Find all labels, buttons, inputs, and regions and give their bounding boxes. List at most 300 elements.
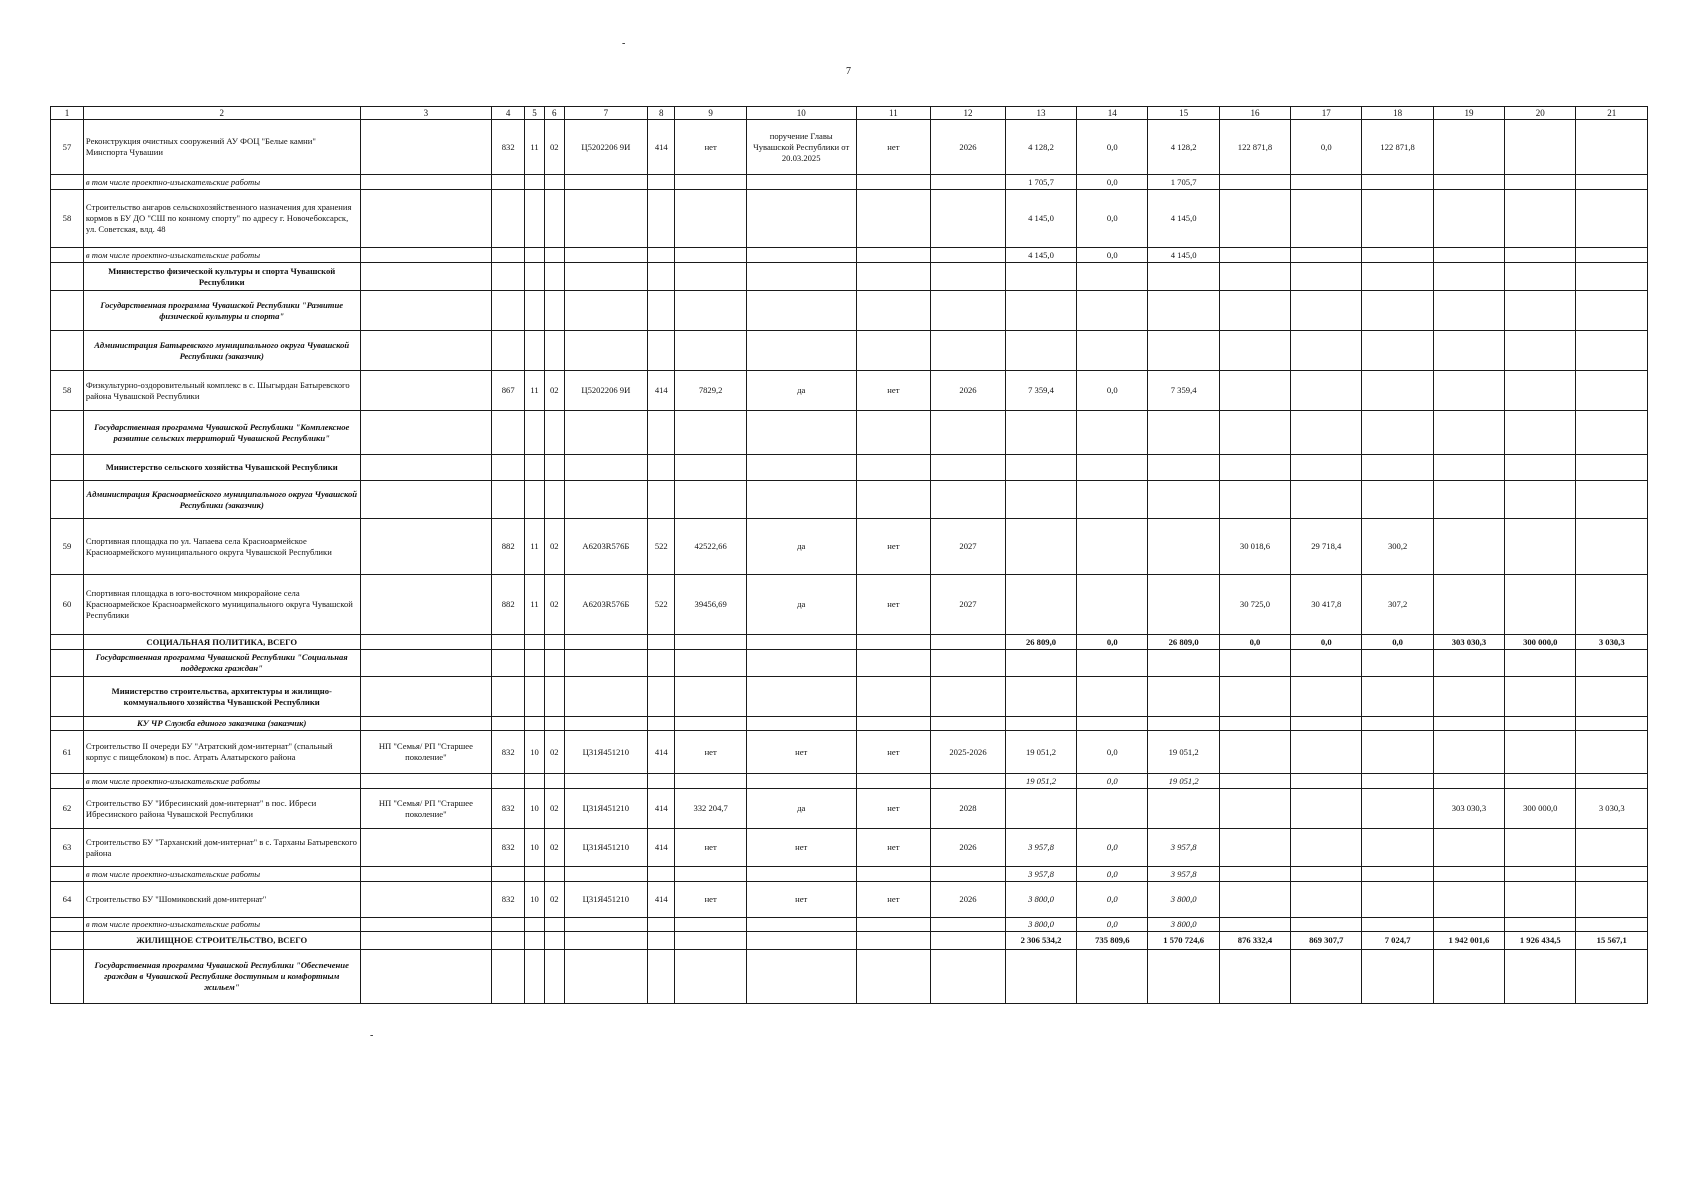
cell-col-13 <box>1005 717 1076 731</box>
cell-col-10: да <box>746 575 856 635</box>
cell-col-6: 02 <box>544 575 564 635</box>
cell-col-4 <box>492 331 525 371</box>
cell-col-15: 3 800,0 <box>1148 882 1219 918</box>
cell-col-18 <box>1362 481 1433 519</box>
cell-col-10 <box>746 291 856 331</box>
cell-col-13 <box>1005 789 1076 829</box>
cell-col-16 <box>1219 867 1290 882</box>
row-number <box>51 867 84 882</box>
cell-col-4: 832 <box>492 731 525 774</box>
cell-col-6 <box>544 918 564 932</box>
cell-col-5: 10 <box>525 829 545 867</box>
cell-col-6 <box>544 263 564 291</box>
cell-col-10 <box>746 774 856 789</box>
cell-col-12 <box>931 717 1006 731</box>
cell-col-19 <box>1433 455 1504 481</box>
row-number: 57 <box>51 120 84 175</box>
cell-col-18 <box>1362 918 1433 932</box>
column-number: 14 <box>1077 107 1148 120</box>
cell-col-15 <box>1148 331 1219 371</box>
row-number: 63 <box>51 829 84 867</box>
cell-col-9: 332 204,7 <box>675 789 746 829</box>
cell-col-11: нет <box>856 731 931 774</box>
cell-col-3 <box>360 411 492 455</box>
cell-col-4 <box>492 918 525 932</box>
cell-col-17 <box>1291 371 1362 411</box>
cell-col-14: 0,0 <box>1077 190 1148 248</box>
cell-col-14 <box>1077 481 1148 519</box>
program-heading: Администрация Батыревского муниципального округа Чувашской Республики (заказчик) <box>83 331 360 371</box>
cell-col-19 <box>1433 774 1504 789</box>
cell-col-6 <box>544 331 564 371</box>
cell-col-13: 26 809,0 <box>1005 635 1076 650</box>
cell-col-11: нет <box>856 882 931 918</box>
cell-col-12: 2028 <box>931 789 1006 829</box>
cell-col-21 <box>1576 263 1648 291</box>
cell-col-19 <box>1433 291 1504 331</box>
cell-col-11 <box>856 455 931 481</box>
cell-col-4 <box>492 481 525 519</box>
column-number: 13 <box>1005 107 1076 120</box>
cell-col-16 <box>1219 371 1290 411</box>
cell-col-15 <box>1148 291 1219 331</box>
cell-col-6: 02 <box>544 519 564 575</box>
cell-col-14: 0,0 <box>1077 774 1148 789</box>
cell-col-5 <box>525 175 545 190</box>
cell-col-5 <box>525 411 545 455</box>
cell-col-8: 414 <box>648 371 675 411</box>
cell-col-21: 15 567,1 <box>1576 932 1648 950</box>
cell-col-15 <box>1148 677 1219 717</box>
cell-col-14 <box>1077 717 1148 731</box>
cell-col-19 <box>1433 481 1504 519</box>
cell-col-17 <box>1291 190 1362 248</box>
cell-col-7 <box>564 331 647 371</box>
program-heading: Государственная программа Чувашской Республики "Обеспечение граждан в Чувашской Республике доступным и комфортным жильем" <box>83 950 360 1004</box>
cell-col-8: 414 <box>648 120 675 175</box>
cell-col-19 <box>1433 263 1504 291</box>
cell-col-18 <box>1362 950 1433 1004</box>
cell-col-3 <box>360 717 492 731</box>
row-number <box>51 175 84 190</box>
cell-col-19 <box>1433 731 1504 774</box>
cell-col-8 <box>648 190 675 248</box>
cell-col-9: нет <box>675 829 746 867</box>
cell-col-3 <box>360 263 492 291</box>
cell-col-16 <box>1219 248 1290 263</box>
cell-col-14 <box>1077 331 1148 371</box>
cell-col-9 <box>675 331 746 371</box>
cell-col-19: 1 942 001,6 <box>1433 932 1504 950</box>
cell-col-21 <box>1576 481 1648 519</box>
cell-col-9: 42522,66 <box>675 519 746 575</box>
cell-col-12 <box>931 774 1006 789</box>
cell-col-15: 19 051,2 <box>1148 731 1219 774</box>
cell-col-17 <box>1291 918 1362 932</box>
cell-col-4 <box>492 263 525 291</box>
cell-col-17 <box>1291 731 1362 774</box>
cell-col-5 <box>525 455 545 481</box>
column-number: 9 <box>675 107 746 120</box>
cell-col-3 <box>360 650 492 677</box>
cell-col-21: 3 030,3 <box>1576 635 1648 650</box>
cell-col-8: 414 <box>648 731 675 774</box>
cell-col-11 <box>856 918 931 932</box>
column-number: 12 <box>931 107 1006 120</box>
cell-col-5: 10 <box>525 731 545 774</box>
cell-col-3 <box>360 175 492 190</box>
cell-col-11 <box>856 481 931 519</box>
row-number <box>51 717 84 731</box>
cell-col-7 <box>564 175 647 190</box>
cell-col-11 <box>856 867 931 882</box>
cell-col-9 <box>675 248 746 263</box>
cell-col-14: 0,0 <box>1077 175 1148 190</box>
cell-col-10 <box>746 190 856 248</box>
cell-col-4 <box>492 950 525 1004</box>
cell-col-5 <box>525 248 545 263</box>
object-name: Строительство БУ "Шомиковский дом-интернат" <box>83 882 360 918</box>
row-number: 64 <box>51 882 84 918</box>
cell-col-20 <box>1505 248 1576 263</box>
cell-col-5 <box>525 481 545 519</box>
column-number: 4 <box>492 107 525 120</box>
cell-col-8: 522 <box>648 519 675 575</box>
cell-col-14 <box>1077 575 1148 635</box>
cell-col-20: 300 000,0 <box>1505 635 1576 650</box>
row-number <box>51 918 84 932</box>
cell-col-14: 735 809,6 <box>1077 932 1148 950</box>
cell-col-5 <box>525 867 545 882</box>
cell-col-3 <box>360 677 492 717</box>
cell-col-9: 39456,69 <box>675 575 746 635</box>
cell-col-17 <box>1291 774 1362 789</box>
cell-col-12 <box>931 263 1006 291</box>
cell-col-3 <box>360 248 492 263</box>
cell-col-19 <box>1433 867 1504 882</box>
cell-col-7 <box>564 932 647 950</box>
cell-col-8 <box>648 175 675 190</box>
cell-col-17: 30 417,8 <box>1291 575 1362 635</box>
cell-col-10 <box>746 932 856 950</box>
cell-col-20 <box>1505 411 1576 455</box>
cell-col-14 <box>1077 411 1148 455</box>
cell-col-19 <box>1433 120 1504 175</box>
cell-col-13: 1 705,7 <box>1005 175 1076 190</box>
cell-col-12 <box>931 190 1006 248</box>
cell-project <box>360 190 492 248</box>
cell-col-3 <box>360 950 492 1004</box>
cell-col-5: 11 <box>525 519 545 575</box>
cell-col-5: 10 <box>525 789 545 829</box>
cell-col-10 <box>746 950 856 1004</box>
cell-col-9 <box>675 717 746 731</box>
cell-col-8 <box>648 248 675 263</box>
cell-col-16 <box>1219 717 1290 731</box>
cell-col-4 <box>492 190 525 248</box>
cell-col-20 <box>1505 918 1576 932</box>
cell-col-18: 122 871,8 <box>1362 120 1433 175</box>
object-name: Строительство БУ "Ибресинский дом-интернат" в пос. Ибреси Ибресинского района Чувашской Республики <box>83 789 360 829</box>
cell-col-8: 522 <box>648 575 675 635</box>
cell-col-13: 3 800,0 <box>1005 918 1076 932</box>
program-heading: Администрация Красноармейского муниципального округа Чувашской Республики (заказчик) <box>83 481 360 519</box>
cell-col-8 <box>648 650 675 677</box>
cell-col-4: 832 <box>492 789 525 829</box>
cell-col-20 <box>1505 882 1576 918</box>
cell-col-14: 0,0 <box>1077 867 1148 882</box>
cell-col-20 <box>1505 950 1576 1004</box>
object-name: Строительство ангаров сельскохозяйственного назначения для хранения кормов в БУ ДО "СШ по конному спорту" по адресу г. Новочебоксарск, ул. Советская, влд. 48 <box>83 190 360 248</box>
cell-col-20 <box>1505 291 1576 331</box>
cell-col-8 <box>648 918 675 932</box>
cell-col-8 <box>648 717 675 731</box>
cell-col-13 <box>1005 950 1076 1004</box>
cell-col-4 <box>492 717 525 731</box>
cell-col-16: 30 018,6 <box>1219 519 1290 575</box>
cell-col-9 <box>675 411 746 455</box>
cell-col-14 <box>1077 455 1148 481</box>
cell-col-13: 4 145,0 <box>1005 248 1076 263</box>
cell-col-16: 30 725,0 <box>1219 575 1290 635</box>
cell-col-19 <box>1433 411 1504 455</box>
cell-col-18 <box>1362 731 1433 774</box>
cell-col-21 <box>1576 455 1648 481</box>
cell-col-16 <box>1219 291 1290 331</box>
cell-col-7 <box>564 635 647 650</box>
cell-col-10: поручение Главы Чувашской Республики от 20.03.2025 <box>746 120 856 175</box>
cell-col-6: 02 <box>544 371 564 411</box>
cell-col-20 <box>1505 731 1576 774</box>
cell-col-6: 02 <box>544 789 564 829</box>
cell-col-8 <box>648 950 675 1004</box>
cell-col-19 <box>1433 950 1504 1004</box>
cell-col-17 <box>1291 829 1362 867</box>
cell-project <box>360 882 492 918</box>
cell-col-5 <box>525 774 545 789</box>
cell-col-4 <box>492 677 525 717</box>
cell-col-20 <box>1505 175 1576 190</box>
cell-col-5: 11 <box>525 575 545 635</box>
cell-col-13 <box>1005 677 1076 717</box>
cell-col-16: 876 332,4 <box>1219 932 1290 950</box>
cell-col-19 <box>1433 248 1504 263</box>
cell-col-16 <box>1219 411 1290 455</box>
program-heading: Государственная программа Чувашской Республики "Социальная поддержка граждан" <box>83 650 360 677</box>
row-number <box>51 950 84 1004</box>
cell-col-4 <box>492 175 525 190</box>
cell-col-5 <box>525 263 545 291</box>
column-number: 17 <box>1291 107 1362 120</box>
cell-col-9 <box>675 481 746 519</box>
cell-col-7 <box>564 481 647 519</box>
cell-col-20 <box>1505 263 1576 291</box>
cell-col-18: 7 024,7 <box>1362 932 1433 950</box>
cell-col-12 <box>931 455 1006 481</box>
page-number: 7 <box>846 66 851 77</box>
row-number <box>51 291 84 331</box>
cell-col-16 <box>1219 774 1290 789</box>
cell-col-15 <box>1148 950 1219 1004</box>
cell-col-13: 3 957,8 <box>1005 829 1076 867</box>
cell-col-7 <box>564 263 647 291</box>
cell-col-3 <box>360 932 492 950</box>
cell-col-6 <box>544 175 564 190</box>
cell-col-19 <box>1433 918 1504 932</box>
cell-col-15 <box>1148 575 1219 635</box>
cell-col-8: 414 <box>648 829 675 867</box>
cell-col-18 <box>1362 263 1433 291</box>
cell-col-5: 11 <box>525 371 545 411</box>
cell-col-18 <box>1362 829 1433 867</box>
cell-col-4 <box>492 455 525 481</box>
column-number-row <box>51 107 1648 120</box>
cell-col-20 <box>1505 481 1576 519</box>
cell-col-11: нет <box>856 575 931 635</box>
cell-col-21 <box>1576 291 1648 331</box>
cell-col-12 <box>931 481 1006 519</box>
cell-col-15: 4 128,2 <box>1148 120 1219 175</box>
cell-col-3 <box>360 635 492 650</box>
cell-project: НП "Семья/ РП "Старшее поколение" <box>360 789 492 829</box>
cell-col-8 <box>648 481 675 519</box>
cell-col-18: 0,0 <box>1362 635 1433 650</box>
cell-col-6 <box>544 190 564 248</box>
cell-col-12 <box>931 932 1006 950</box>
row-number <box>51 263 84 291</box>
cell-col-3 <box>360 331 492 371</box>
cell-col-18 <box>1362 411 1433 455</box>
table-row <box>51 575 1648 635</box>
cell-col-16 <box>1219 175 1290 190</box>
cell-col-9 <box>675 932 746 950</box>
column-number: 10 <box>746 107 856 120</box>
subtotal-label: в том числе проектно-изыскательские работы <box>83 774 360 789</box>
cell-col-4: 832 <box>492 120 525 175</box>
cell-col-5: 11 <box>525 120 545 175</box>
cell-col-3 <box>360 481 492 519</box>
table-row <box>51 829 1648 867</box>
cell-col-19 <box>1433 331 1504 371</box>
section-row <box>51 411 1648 455</box>
cell-col-19 <box>1433 677 1504 717</box>
cell-col-15 <box>1148 481 1219 519</box>
section-total-label: ЖИЛИЩНОЕ СТРОИТЕЛЬСТВО, ВСЕГО <box>83 932 360 950</box>
cell-col-11 <box>856 650 931 677</box>
cell-col-13 <box>1005 455 1076 481</box>
column-number: 15 <box>1148 107 1219 120</box>
cell-col-19 <box>1433 371 1504 411</box>
cell-col-10 <box>746 248 856 263</box>
cell-col-9 <box>675 291 746 331</box>
cell-col-19 <box>1433 175 1504 190</box>
cell-col-13 <box>1005 411 1076 455</box>
scan-mark: - <box>370 1030 374 1041</box>
cell-col-11 <box>856 190 931 248</box>
cell-col-7 <box>564 867 647 882</box>
cell-col-12: 2026 <box>931 120 1006 175</box>
program-heading: Государственная программа Чувашской Республики "Развитие физической культуры и спорта" <box>83 291 360 331</box>
cell-col-7 <box>564 455 647 481</box>
section-row <box>51 331 1648 371</box>
cell-col-16 <box>1219 650 1290 677</box>
cell-col-6 <box>544 635 564 650</box>
cell-col-5 <box>525 291 545 331</box>
column-number: 6 <box>544 107 564 120</box>
cell-col-7: Ц31Я451210 <box>564 882 647 918</box>
cell-col-17: 869 307,7 <box>1291 932 1362 950</box>
cell-col-15: 3 957,8 <box>1148 867 1219 882</box>
cell-col-18 <box>1362 175 1433 190</box>
cell-col-14: 0,0 <box>1077 248 1148 263</box>
cell-col-8 <box>648 932 675 950</box>
cell-col-6 <box>544 717 564 731</box>
section-row <box>51 291 1648 331</box>
object-name: Строительство БУ "Тарханский дом-интернат" в с. Тарханы Батыревского района <box>83 829 360 867</box>
cell-col-17 <box>1291 291 1362 331</box>
cell-col-20 <box>1505 120 1576 175</box>
cell-col-9 <box>675 190 746 248</box>
total-row <box>51 635 1648 650</box>
cell-col-8 <box>648 263 675 291</box>
cell-col-18: 307,2 <box>1362 575 1433 635</box>
cell-col-20 <box>1505 867 1576 882</box>
cell-col-13: 4 145,0 <box>1005 190 1076 248</box>
row-number <box>51 650 84 677</box>
column-number: 21 <box>1576 107 1648 120</box>
cell-col-17 <box>1291 481 1362 519</box>
cell-col-7 <box>564 291 647 331</box>
cell-col-9 <box>675 774 746 789</box>
cell-col-19: 303 030,3 <box>1433 789 1504 829</box>
cell-col-11 <box>856 717 931 731</box>
column-number: 18 <box>1362 107 1433 120</box>
cell-col-11: нет <box>856 829 931 867</box>
cell-col-15: 3 957,8 <box>1148 829 1219 867</box>
cell-col-11 <box>856 677 931 717</box>
cell-col-20 <box>1505 774 1576 789</box>
column-number: 1 <box>51 107 84 120</box>
cell-col-11: нет <box>856 789 931 829</box>
cell-col-12 <box>931 650 1006 677</box>
cell-col-4 <box>492 774 525 789</box>
cell-col-10: нет <box>746 731 856 774</box>
cell-col-21 <box>1576 411 1648 455</box>
cell-col-7 <box>564 918 647 932</box>
cell-col-16: 0,0 <box>1219 635 1290 650</box>
cell-col-20 <box>1505 650 1576 677</box>
cell-col-11 <box>856 774 931 789</box>
cell-col-11 <box>856 635 931 650</box>
cell-col-9 <box>675 455 746 481</box>
cell-col-6 <box>544 291 564 331</box>
table-row <box>51 190 1648 248</box>
column-number: 5 <box>525 107 545 120</box>
cell-col-12 <box>931 331 1006 371</box>
table-row <box>51 789 1648 829</box>
cell-col-17 <box>1291 789 1362 829</box>
cell-col-14: 0,0 <box>1077 731 1148 774</box>
cell-col-16 <box>1219 190 1290 248</box>
column-number: 7 <box>564 107 647 120</box>
cell-col-18 <box>1362 774 1433 789</box>
cell-col-16 <box>1219 731 1290 774</box>
cell-col-6 <box>544 950 564 1004</box>
subtotal-label: в том числе проектно-изыскательские работы <box>83 248 360 263</box>
cell-col-19: 303 030,3 <box>1433 635 1504 650</box>
cell-col-19 <box>1433 829 1504 867</box>
cell-col-9: 7829,2 <box>675 371 746 411</box>
